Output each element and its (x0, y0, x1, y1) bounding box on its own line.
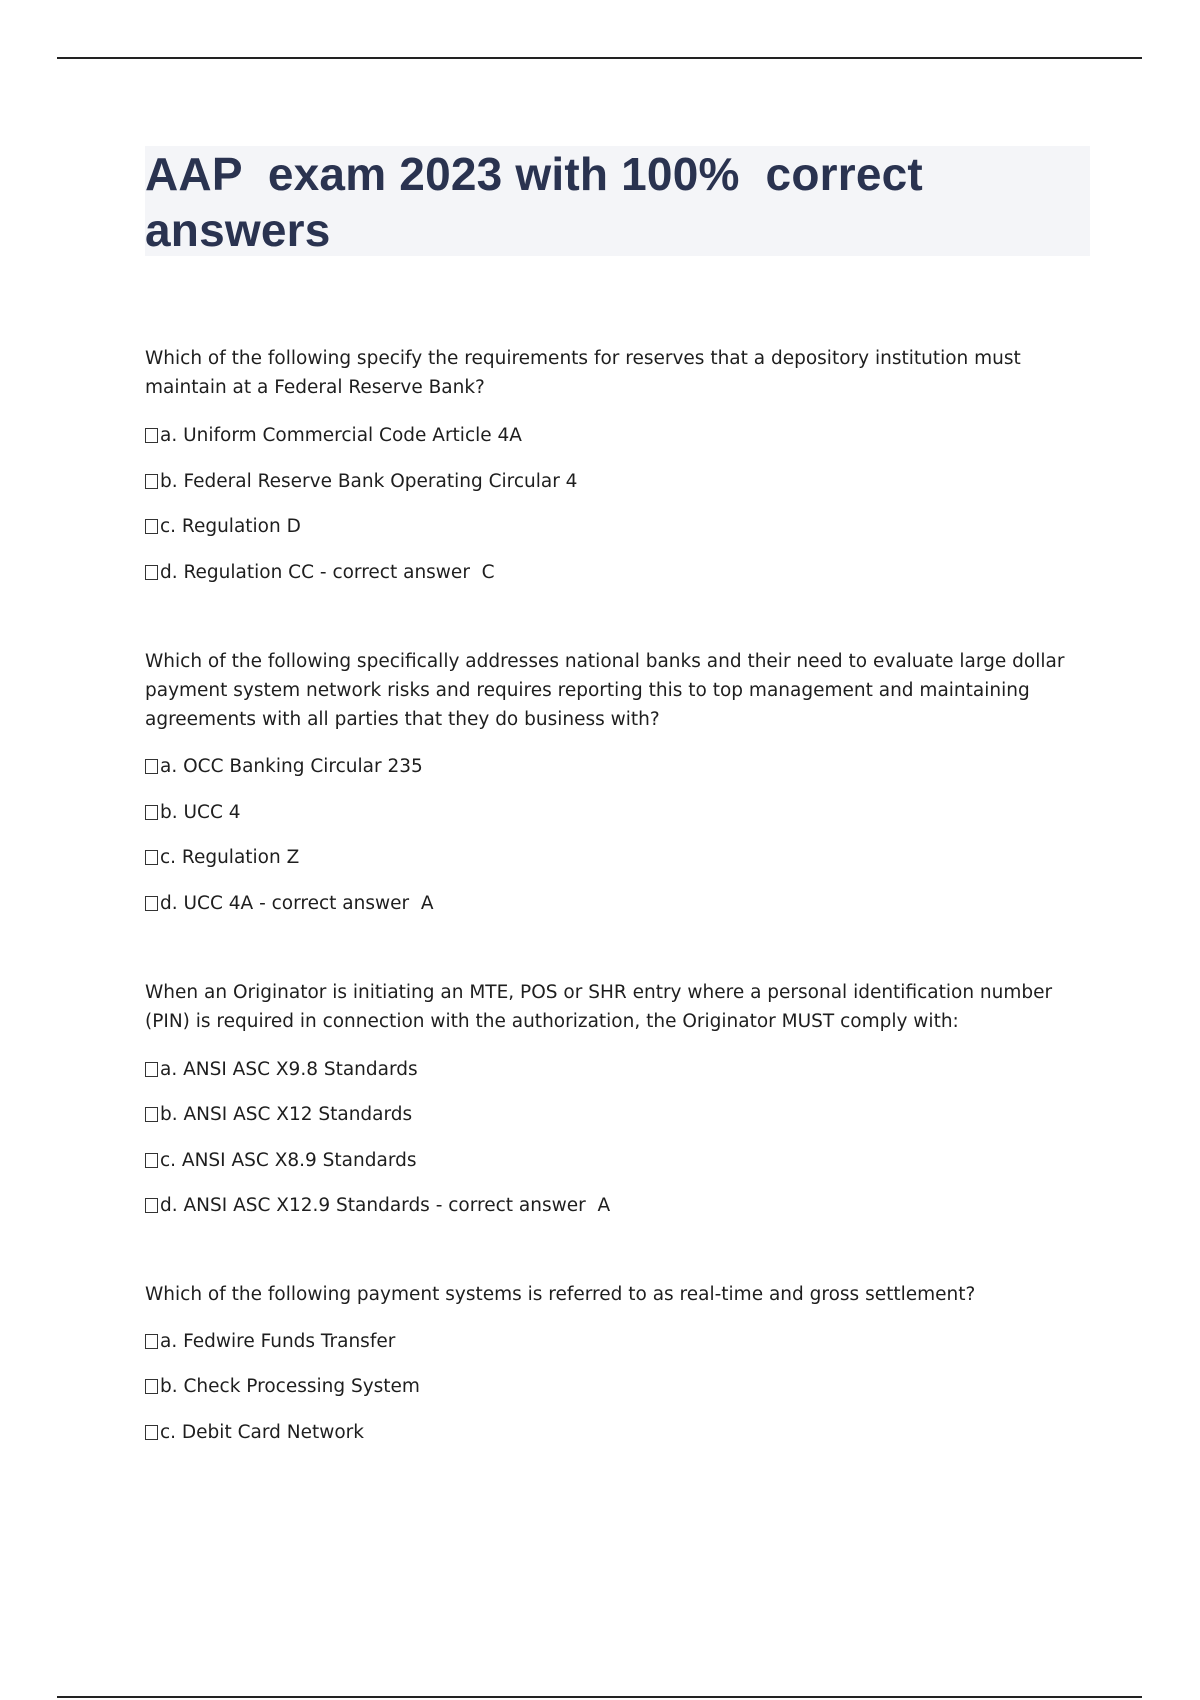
checkbox-icon[interactable] (145, 474, 158, 489)
question-text: Which of the following specify the requirements for reserves that a depository institution must maintain at a Federal Reserve Bank? (145, 348, 1021, 398)
checkbox-icon[interactable] (145, 896, 158, 911)
checkbox-icon[interactable] (145, 1107, 158, 1122)
option-label: c. Regulation D (160, 515, 301, 537)
question-text: Which of the following payment systems is referred to as real-time and gross settlement? (145, 1284, 976, 1305)
option-3a[interactable] (145, 1054, 418, 1084)
checkbox-icon[interactable] (145, 1153, 158, 1168)
option-label: a. ANSI ASC X9.8 Standards (160, 1058, 418, 1080)
option-4c[interactable] (145, 1417, 364, 1447)
top-rule (57, 57, 1142, 59)
question-3 (145, 978, 1095, 1036)
option-label: a. OCC Banking Circular 235 (160, 755, 423, 777)
option-label: b. ANSI ASC X12 Standards (160, 1103, 413, 1125)
checkbox-icon[interactable] (145, 1379, 158, 1394)
checkbox-icon[interactable] (145, 1062, 158, 1077)
option-label: b. UCC 4 (160, 801, 241, 823)
option-label: b. Federal Reserve Bank Operating Circular 4 (160, 470, 578, 492)
option-4a[interactable] (145, 1326, 395, 1356)
question-text: Which of the following specifically addresses national banks and their need to evaluate large dollar payment system network risks and requires reporting this to top management and maintaining agreements with all parties that they do business with? (145, 651, 1065, 730)
option-1a[interactable] (145, 420, 522, 450)
checkbox-icon[interactable] (145, 565, 158, 580)
checkbox-icon[interactable] (145, 850, 158, 865)
option-1b[interactable] (145, 466, 577, 496)
option-label: c. Debit Card Network (160, 1421, 364, 1443)
option-3c[interactable] (145, 1145, 416, 1175)
option-2c[interactable] (145, 842, 299, 872)
option-label: d. UCC 4A - correct answer A (160, 892, 434, 914)
checkbox-icon[interactable] (145, 519, 158, 534)
option-2b[interactable] (145, 797, 241, 827)
option-label: a. Uniform Commercial Code Article 4A (160, 424, 522, 446)
question-2 (145, 647, 1095, 734)
option-2d[interactable] (145, 888, 434, 918)
option-1d[interactable] (145, 557, 495, 587)
option-label: c. Regulation Z (160, 846, 300, 868)
document-title: AAP exam 2023 with 100% correct answers (145, 148, 923, 256)
checkbox-icon[interactable] (145, 1425, 158, 1440)
bottom-rule (57, 1696, 1142, 1698)
option-label: c. ANSI ASC X8.9 Standards (160, 1149, 417, 1171)
option-2a[interactable] (145, 751, 423, 781)
checkbox-icon[interactable] (145, 805, 158, 820)
option-3d[interactable] (145, 1190, 610, 1220)
question-4 (145, 1280, 1095, 1309)
question-text: When an Originator is initiating an MTE, POS or SHR entry where a personal identification number (PIN) is required in connection with the authorization, the Originator MUST comply with: (145, 982, 1053, 1032)
option-label: d. ANSI ASC X12.9 Standards - correct answer A (160, 1194, 611, 1216)
checkbox-icon[interactable] (145, 759, 158, 774)
checkbox-icon[interactable] (145, 1198, 158, 1213)
option-3b[interactable] (145, 1099, 412, 1129)
option-label: b. Check Processing System (160, 1375, 420, 1397)
option-label: a. Fedwire Funds Transfer (160, 1330, 396, 1352)
option-1c[interactable] (145, 511, 301, 541)
question-1 (145, 344, 1095, 402)
checkbox-icon[interactable] (145, 1334, 158, 1349)
checkbox-icon[interactable] (145, 428, 158, 443)
option-4b[interactable] (145, 1371, 420, 1401)
option-label: d. Regulation CC - correct answer C (160, 561, 495, 583)
